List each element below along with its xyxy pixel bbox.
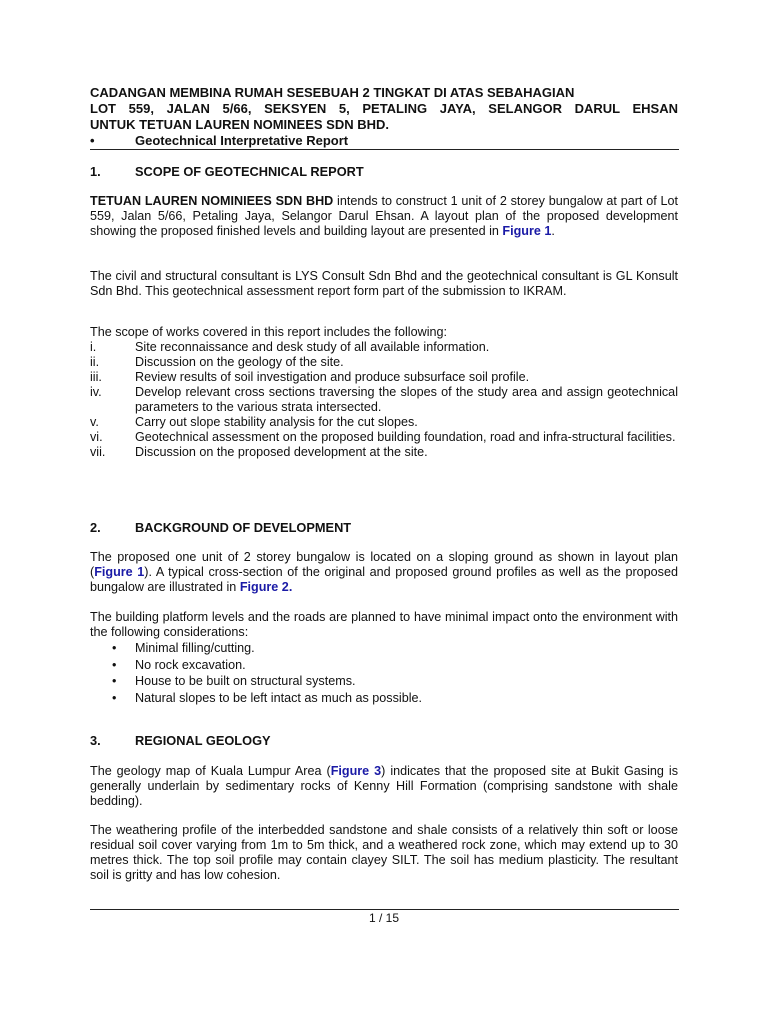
list-item — [90, 340, 678, 355]
figure-link[interactable]: Figure 3 — [330, 764, 382, 778]
section-number: 2. — [90, 520, 101, 535]
client-name: TETUAN LAUREN NOMINIEES SDN BHD — [90, 194, 334, 208]
list-text: Discussion on the geology of the site. — [135, 355, 344, 369]
bullet-item — [90, 690, 678, 707]
list-text: Discussion on the proposed development at the site. — [135, 445, 428, 459]
list-number: v. — [90, 415, 99, 429]
bullet-icon: • — [112, 641, 117, 655]
paragraph — [90, 764, 678, 809]
text: The building platform levels and the roads are planned to have minimal impact onto the environment with the following considerations: — [90, 610, 678, 639]
section-number: 1. — [90, 164, 101, 179]
bullet-item — [90, 673, 678, 690]
section-heading — [90, 733, 678, 748]
list-text: Site reconnaissance and desk study of all available information. — [135, 340, 490, 354]
list-item — [90, 370, 678, 385]
list-text: Review results of soil investigation and produce subsurface soil profile. — [135, 370, 530, 384]
text: . — [551, 224, 555, 238]
list-number: vii. — [90, 445, 106, 459]
paragraph — [90, 194, 678, 239]
paragraph — [90, 823, 678, 883]
page-number: 1 / 15 — [368, 911, 400, 925]
bullet-item — [90, 657, 678, 674]
bullet-text: Natural slopes to be left intact as much as possible. — [135, 690, 423, 705]
bullet-item — [90, 640, 678, 657]
section-title: REGIONAL GEOLOGY — [135, 733, 271, 748]
list-item — [90, 415, 678, 430]
figure-link[interactable]: Figure 1 — [94, 565, 145, 579]
title-bullet — [90, 133, 678, 149]
list-number: vi. — [90, 430, 103, 444]
list-number: iv. — [90, 385, 102, 399]
list-number: iii. — [90, 370, 102, 384]
section-heading — [90, 520, 678, 535]
text: ). A typical cross-section of the original and proposed ground profiles as well as the proposed bungalow are illustrated in — [90, 565, 678, 594]
bullet-text: No rock excavation. — [135, 657, 246, 672]
figure-link[interactable]: Figure 2. — [239, 580, 293, 594]
bullet-text: Minimal filling/cutting. — [135, 641, 255, 655]
header-rule — [90, 149, 679, 150]
subtitle: Geotechnical Interpretative Report — [135, 133, 349, 148]
figure-link[interactable]: Figure 1 — [502, 224, 552, 238]
bullet-icon: • — [112, 674, 117, 688]
title-line: LOT 559, JALAN 5/66, SEKSYEN 5, PETALING JAYA, SELANGOR DARUL EHSAN — [90, 101, 678, 116]
list-number: ii. — [90, 355, 100, 369]
text: The geology map of Kuala Lumpur Area ( — [90, 764, 331, 778]
text: ) indicates that the proposed site at Bukit Gasing is generally underlain by sedimentary rocks of Kenny Hill Formation (comprising sandstone with shale bedding). — [90, 764, 678, 808]
document-title — [90, 85, 678, 149]
list-text: Develop relevant cross sections traversing the slopes of the study area and assign geotechnical parameters to the various strata intersected. — [135, 385, 678, 414]
section-heading — [90, 164, 678, 179]
section-title: SCOPE OF GEOTECHNICAL REPORT — [135, 164, 364, 179]
bullet-icon: • — [90, 133, 95, 148]
list-item — [90, 355, 678, 370]
text: The proposed one unit of 2 storey bungalow is located on a sloping ground as shown in layout plan ( — [90, 550, 678, 579]
list-item — [90, 385, 678, 415]
list-item — [90, 445, 678, 460]
list-item — [90, 430, 678, 445]
text: The civil and structural consultant is LYS Consult Sdn Bhd and the geotechnical consultant is GL Konsult Sdn Bhd. This geotechnical assessment report form part of the submission to IKRAM. — [90, 269, 678, 298]
bullet-text: House to be built on structural systems. — [135, 674, 356, 688]
text: intends to construct 1 unit of 2 storey bungalow at part of Lot 559, Jalan 5/66, Petaling Jaya, Selangor Darul Ehsan. A layout plan of the proposed development showing the proposed finished levels and building layout are presented in — [90, 194, 679, 238]
title-line: UNTUK TETUAN LAUREN NOMINEES SDN BHD. — [90, 117, 389, 132]
bullet-icon: • — [112, 657, 117, 672]
paragraph — [90, 550, 678, 595]
text: The weathering profile of the interbedded sandstone and shale consists of a relatively thin soft or loose residual soil cover varying from 1m to 5m thick, and a weathered rock zone, which may extend up to 30 metres thick. The top soil profile may contain clayey SILT. The soil has medium plasticity. The resultant soil is gritty and has low cohesion. — [90, 823, 678, 882]
text: The scope of works covered in this report includes the following: — [90, 325, 448, 339]
section-number: 3. — [90, 733, 101, 748]
paragraph — [90, 610, 678, 706]
paragraph — [90, 269, 678, 299]
scope-list — [90, 325, 678, 460]
title-line: CADANGAN MEMBINA RUMAH SESEBUAH 2 TINGKAT DI ATAS SEBAHAGIAN — [90, 85, 575, 100]
list-text: Carry out slope stability analysis for the cut slopes. — [135, 415, 418, 429]
list-text: Geotechnical assessment on the proposed building foundation, road and infra-structural facilities. — [135, 430, 676, 444]
bullet-icon: • — [112, 690, 117, 705]
list-number: i. — [90, 340, 97, 354]
section-title: BACKGROUND OF DEVELOPMENT — [135, 520, 352, 535]
footer-rule — [90, 909, 679, 910]
